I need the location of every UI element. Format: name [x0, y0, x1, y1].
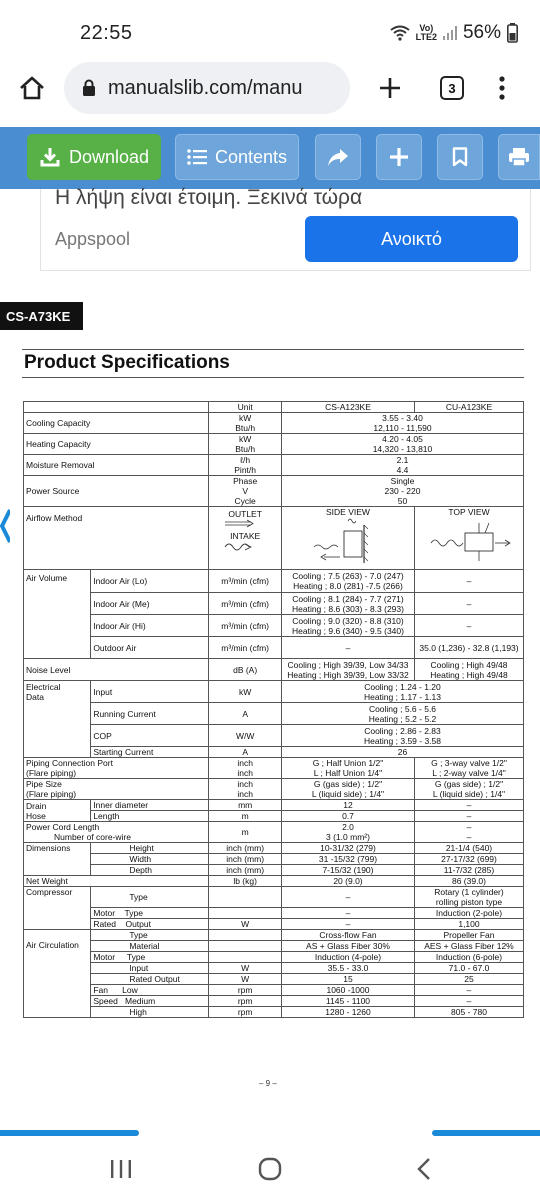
table-row: COP W/W Cooling ; 2.86 - 2.83 Heating ; 3.59 - 3.58 — [24, 725, 524, 747]
status-time: 22:55 — [80, 22, 133, 44]
url-field[interactable] — [64, 62, 350, 114]
url-text: manualslib.com/manu — [108, 76, 303, 99]
table-row: Rated Output W – 1,100 — [24, 919, 524, 930]
title-rule-top — [22, 349, 524, 350]
ad-headline: Η λήψη είναι έτοιμη. Ξεκινά τώρα — [55, 186, 363, 209]
table-row: Starting Current A 26 — [24, 747, 524, 758]
back-icon[interactable] — [412, 1156, 436, 1182]
table-row: Depth inch (mm) 7-15/32 (190) 11-7/32 (285) — [24, 865, 524, 876]
download-button[interactable] — [27, 134, 161, 180]
table-row: Rated Output W 15 25 — [24, 974, 524, 985]
volte-indicator: Vo) LTE2 — [415, 23, 437, 42]
more-icon[interactable] — [490, 62, 514, 114]
table-row: Compressor Type – Rotary (1 cylinder) rolling piston type — [24, 887, 524, 908]
table-row: Unit CS-A123KE CU-A123KE — [24, 402, 524, 413]
print-icon — [508, 147, 530, 167]
table-row: Indoor Air (Me) m³/min (cfm) Cooling ; 8.1 (284) - 7.7 (271) Heating ; 8.6 (303) - 8.3 (293) – — [24, 593, 524, 615]
side-chevron-icon[interactable] — [0, 508, 10, 544]
print-button[interactable] — [498, 134, 540, 180]
table-row: Airflow Method OUTLET INTAKE SIDE VIEW TOP VIEW — [24, 507, 524, 570]
bookmark-icon — [452, 147, 468, 167]
tab-count: 3 — [440, 76, 464, 100]
status-icons — [390, 22, 518, 44]
table-row: Input W 35.5 - 33.0 71.0 - 67.0 — [24, 963, 524, 974]
table-row: Running Current A Cooling ; 5.6 - 5.6 Heating ; 5.2 - 5.2 — [24, 703, 524, 725]
new-tab-plus-icon[interactable] — [375, 62, 405, 114]
table-row: Speed Medium rpm 1145 - 1100 – — [24, 996, 524, 1007]
tabs-icon[interactable] — [437, 62, 467, 114]
table-row: Air Volume Indoor Air (Lo) m³/min (cfm) Cooling ; 7.5 (263) - 7.0 (247) Heating ; 8.0 (281) -7.5 (266) – — [24, 570, 524, 593]
table-row: Piping Connection Port (Flare piping) inch inch G ; Half Union 1/2" L ; Half Union 1/4" G ; 3-way valve 1/2" L ; 2-way valve 1/4" — [24, 758, 524, 779]
table-row: Noise Level dB (A) Cooling ; High 39/39, Low 34/33 Heating ; High 39/39, Low 33/32 Cooling ; High 49/48 Heating ; High 49/48 — [24, 659, 524, 681]
table-row: Drain Hose Inner diameter mm 12 – — [24, 800, 524, 811]
side-view-diagram — [284, 517, 412, 567]
table-row: Material AS + Glass Fiber 30% AES + Glass Fiber 12% — [24, 941, 524, 952]
table-row: Electrical Data Input kW Cooling ; 1.24 - 1.20 Heating ; 1.17 - 1.13 — [24, 681, 524, 703]
ad-open-button[interactable]: Ανοικτό — [305, 216, 518, 262]
top-view-diagram — [417, 517, 521, 567]
table-row: Power Source Phase V Cycle Single 230 - 220 50 — [24, 476, 524, 507]
download-icon — [39, 146, 61, 168]
title-rule-bottom — [22, 377, 524, 378]
share-button[interactable] — [315, 134, 361, 180]
document-toolbar — [0, 127, 540, 189]
page-title: Product Specifications — [24, 352, 230, 373]
contents-label: Contents — [214, 146, 288, 167]
home-icon[interactable] — [16, 62, 48, 114]
table-row: Fan Low rpm 1060 -1000 – — [24, 985, 524, 996]
table-row: Indoor Air (Hi) m³/min (cfm) Cooling ; 9.0 (320) - 8.8 (310) Heating ; 9.6 (340) - 9.5 (340) – — [24, 615, 524, 637]
table-row: Pipe Size (Flare piping) inch inch G (gas side) ; 1/2" L (liquid side) ; 1/4" G (gas side) ; 1/2" L (liquid side) ; 1/4" — [24, 779, 524, 800]
table-row: Width inch (mm) 31 -15/32 (799) 27-17/32 (699) — [24, 854, 524, 865]
table-row: Length m 0.7 – — [24, 811, 524, 822]
table-row: Power Cord Length Number of core-wire m 2.0 3 (1.0 mm²) – – — [24, 822, 524, 843]
table-row: High rpm 1280 - 1260 805 - 780 — [24, 1007, 524, 1018]
system-nav-bar — [0, 1136, 540, 1200]
table-row: Air Circulation Type Cross-flow Fan Propeller Fan — [24, 930, 524, 941]
status-bar — [0, 0, 540, 62]
table-row: Heating Capacity kW Btu/h 4.20 - 4.05 14,320 - 13,810 — [24, 434, 524, 455]
add-icon — [389, 147, 409, 167]
home-circle-icon[interactable] — [257, 1156, 283, 1182]
intake-wave-icon — [211, 541, 271, 553]
table-row: Motor Type Induction (4-pole) Induction (6-pole) — [24, 952, 524, 963]
battery-percent: 56% — [462, 22, 501, 43]
model-tag: CS-A73KE — [0, 302, 83, 330]
table-row: Net Weight lb (kg) 20 (9.0) 86 (39.0) — [24, 876, 524, 887]
table-row: Cooling Capacity kW Btu/h 3.55 - 3.40 12,110 - 11,590 — [24, 413, 524, 434]
download-label: Download — [68, 146, 150, 167]
wifi-icon — [390, 25, 410, 41]
table-row: Outdoor Air m³/min (cfm) – 35.0 (1,236) - 32.8 (1,193) — [24, 637, 524, 659]
outlet-arrow-icon — [211, 519, 271, 529]
bookmark-button[interactable] — [437, 134, 483, 180]
browser-address-bar — [0, 62, 540, 126]
battery-icon — [507, 23, 518, 43]
ad-banner[interactable] — [40, 186, 531, 271]
ad-brand: Appspool — [55, 229, 131, 249]
share-icon — [327, 147, 349, 167]
list-icon — [187, 148, 207, 166]
recent-apps-icon[interactable] — [108, 1156, 134, 1182]
table-row: Dimensions Height inch (mm) 10-31/32 (279) 21-1/4 (540) — [24, 843, 524, 854]
add-button[interactable] — [376, 134, 422, 180]
table-row: Motor Type – Induction (2-pole) — [24, 908, 524, 919]
lock-icon — [82, 79, 96, 97]
table-row: Moisture Removal ℓ/h Pint/h 2.1 4.4 — [24, 455, 524, 476]
signal-icon — [443, 26, 457, 40]
page-number: – 9 – — [259, 1079, 277, 1088]
spec-table — [23, 401, 524, 1018]
contents-button[interactable] — [175, 134, 299, 180]
